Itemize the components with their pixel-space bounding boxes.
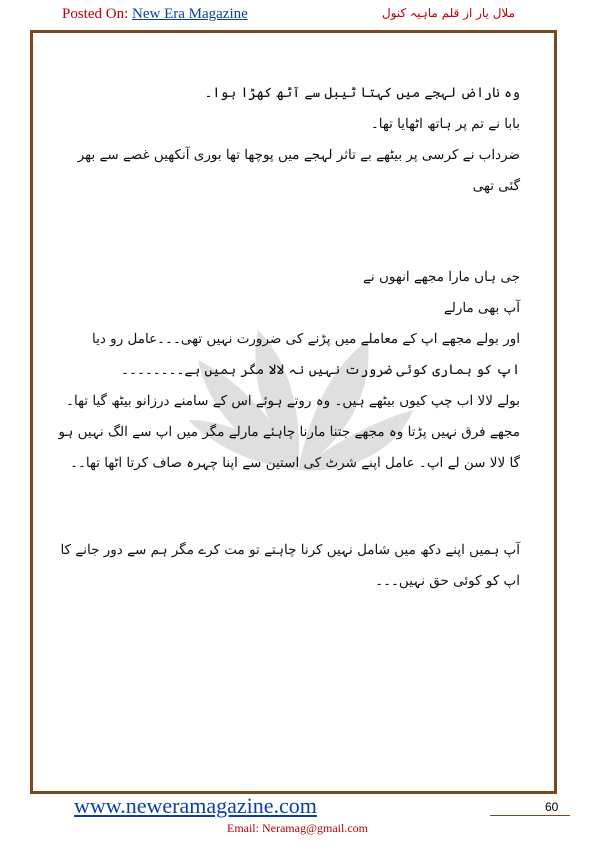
paragraph-line: آپ ہمیں اپنے دکھ میں شامل نہیں کرنا چاہتے تو مت کرے مگر ہم سے دور جانے کا اپ کو کوئی حق نہیں۔۔۔ — [60, 542, 520, 589]
paragraph-line: ضرداب نے کرسی پر بیٹھے بے تاثر لہجے میں پوچھا تھا بوری آنکھیں غصے سے بھر گئی تھی — [77, 147, 520, 194]
page-number-rule — [490, 815, 570, 816]
footer-email: Email: Neramag@gmail.com — [226, 821, 368, 835]
posted-on-line — [62, 6, 248, 23]
paragraph-line: بولے لالا اب چپ کیوں بیٹھے ہیں۔ وہ روتے ہوئے اس کے سامنے درزانو بیٹھ گیا تھا۔ — [66, 393, 520, 409]
paragraph-line: مجھے فرق نہیں پڑتا وہ مجھے جتنا مارنا چاہئے مارلے مگر میں اپ سے الگ نہیں ہو گا لالا سن لے اپ۔ عامل اپنے شرٹ کی استین سے اپنا چہرہ صاف کرتا اٹھا تھا۔۔ — [58, 424, 520, 471]
page-number: 60 — [545, 800, 559, 814]
paragraph-gap — [58, 479, 520, 535]
paragraph-gap — [58, 202, 520, 262]
paragraph-line: آپ بھی مارلے — [443, 300, 520, 316]
posted-on-label: Posted On: — [62, 6, 129, 22]
paragraph-line: اپ کو ہماری کوئی ضرورت نہیں نہ لالا مگر ہمیں ہے۔۔۔۔۔۔۔۔ — [121, 362, 520, 378]
paragraph-line: اور بولے مجھے اپ کے معاملے میں پڑنے کی ضرورت نہیں تھی۔۔۔عامل رو دیا — [92, 331, 520, 347]
paragraph-line: جی ہاں مارا مجھے انھوں نے — [363, 269, 520, 285]
paragraph-line: بابا نے تم پر ہاتھ اٹھایا تھا۔ — [370, 116, 520, 132]
story-byline: ملال یار از قلم ماہیہ کنول — [381, 6, 515, 20]
page-header — [0, 0, 595, 28]
website-link[interactable]: www.neweramagazine.com — [74, 793, 317, 818]
article-body — [58, 78, 520, 597]
paragraph-line: وہ ناراض لہجے میں کہتا ٹیبل سے آٹھ کھڑا ہوا۔ — [204, 85, 520, 101]
magazine-link[interactable]: New Era Magazine — [132, 6, 248, 22]
